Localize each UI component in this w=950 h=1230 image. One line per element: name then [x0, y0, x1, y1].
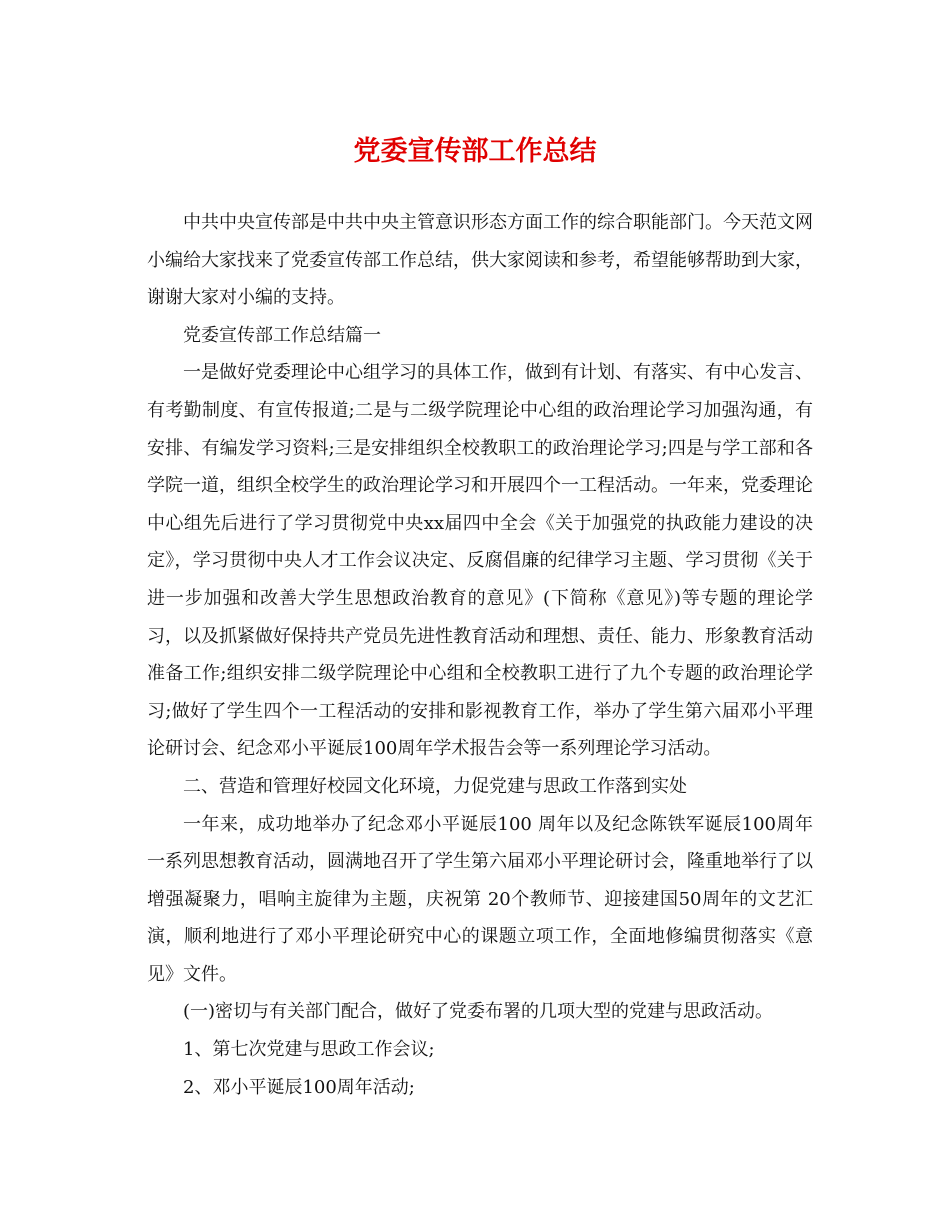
paragraph: 中共中央宣传部是中共中央主管意识形态方面工作的综合职能部门。今天范文网小编给大家找来了党委宣传部工作总结，供大家阅读和参考，希望能够帮助到大家，谢谢大家对小编的支持。 — [147, 212, 813, 309]
list-item: 2、邓小平诞辰100周年活动; — [183, 1076, 415, 1098]
document-title: 党委宣传部工作总结 — [353, 136, 597, 167]
paragraph: 一是做好党委理论中心组学习的具体工作，做到有计划、有落实、有中心发言、有考勤制度、有宣传报道;二是与二级学院理论中心组的政治理论学习加强沟通，有安排、有编发学习资料;三是安排组织全校教职工的政治理论学习;四是与学工部和各学院一道，组织全校学生的政治理论学习和开展四个一工程活动。一年来，党委理论中心组先后进行了学习贯彻党中央xx届四中全会《关于加强党的执政能力建设的决定》，学习贯彻中央人才工作会议决定、反腐倡廉的纪律学习主题、学习贯彻《关于进一步加强和改善大学生思想政治教育的意见》(下简称《意见》)等专题的理论学习，以及抓紧做好保持共产党员先进性教育活动和理想、责任、能力、形象教育活动准备工作;组织安排二级学院理论中心组和全校教职工进行了九个专题的政治理论学习;做好了学生四个一工程活动的安排和影视教育工作，举办了学生第六届邓小平理论研讨会、纪念邓小平诞辰100周年学术报告会等一系列理论学习活动。 — [147, 362, 813, 760]
section-heading: 党委宣传部工作总结篇一 — [183, 324, 381, 346]
paragraph: (一)密切与有关部门配合，做好了党委布署的几项大型的党建与思政活动。 — [183, 1001, 774, 1023]
section-heading: 二、营造和管理好校园文化环境，力促党建与思政工作落到实处 — [183, 775, 687, 797]
document-body — [147, 204, 813, 1106]
paragraph: 一年来，成功地举办了纪念邓小平诞辰100 周年以及纪念陈铁军诞辰100周年一系列思想教育活动，圆满地召开了学生第六届邓小平理论研讨会，隆重地举行了以增强凝聚力，唱响主旋律为主题，庆祝第 20个教师节、迎接建国50周年的文艺汇演，顺利地进行了邓小平理论研究中心的课题立项工作，全面地修编贯彻落实《意见》文件。 — [147, 813, 813, 985]
list-item: 1、第七次党建与思政工作会议; — [183, 1039, 435, 1061]
